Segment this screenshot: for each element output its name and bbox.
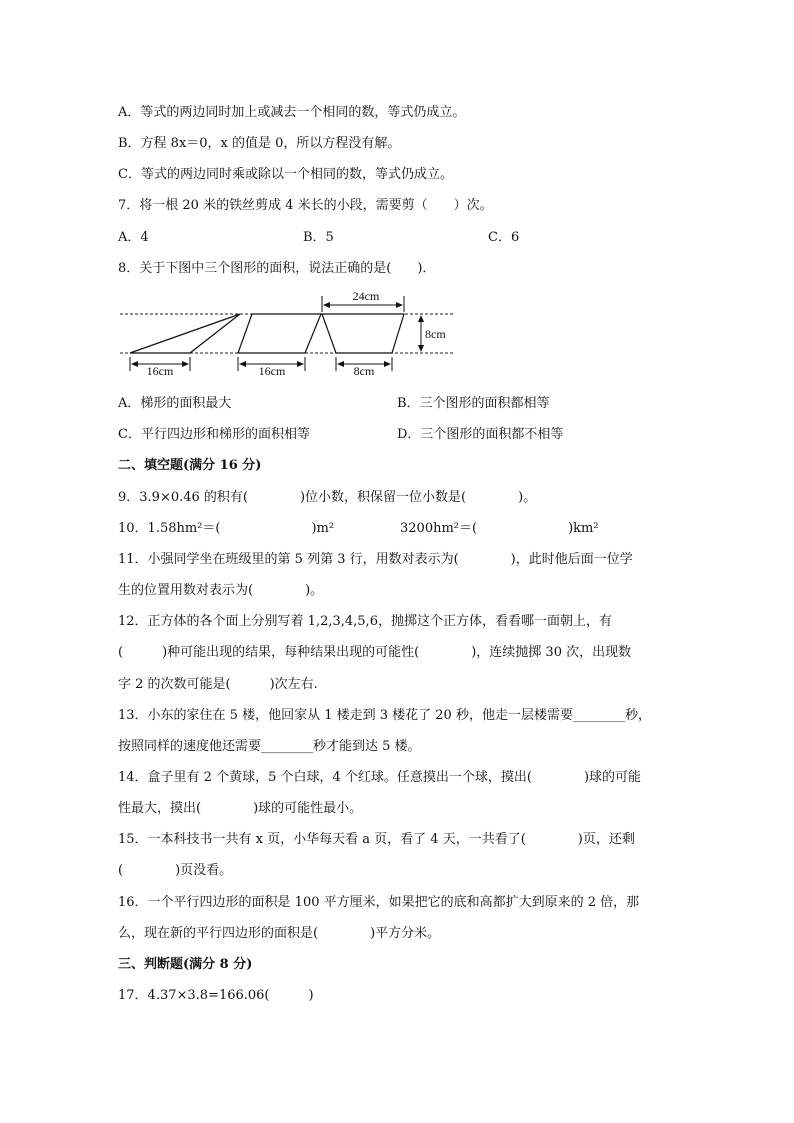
- triangle-shape: [130, 314, 240, 353]
- q15-line1: 15．一本科技书一共有 x 页，小华每天看 a 页，看了 4 天，一共看了( )页，还剩: [118, 832, 635, 847]
- q13-line1: 13．小东的家住在 5 楼，他回家从 1 楼走到 3 楼花了 20 秒，他走一层楼需要________秒，: [118, 708, 651, 723]
- q17: 17．4.37×3.8=166.06( ): [118, 988, 314, 1003]
- q16-line1: 16．一个平行四边形的面积是 100 平方厘米，如果把它的底和高都扩大到原来的 2 倍，那: [118, 895, 640, 910]
- q12-line1: 12．正方体的各个面上分别写着 1,2,3,4,5,6，抛掷这个正方体，看看哪一面朝上，有: [118, 614, 612, 629]
- q9: 9．3.9×0.46 的积有( )位小数，积保留一位小数是( )。: [118, 490, 537, 505]
- q6-option-b: B．方程 8x＝0，x 的值是 0，所以方程没有解。: [118, 136, 401, 151]
- trapezoid-bottom-label: 8cm: [353, 364, 375, 378]
- q11-line1: 11．小强同学坐在班级里的第 5 列第 3 行，用数对表示为( )，此时他后面一位学: [118, 552, 633, 567]
- q8-stem: 8．关于下图中三个图形的面积，说法正确的是( )．: [118, 261, 436, 276]
- q7-option-c: C．6: [488, 230, 520, 245]
- q14-line1: 14．盒子里有 2 个黄球，5 个白球，4 个红球。任意摸出一个球，摸出( )球的可能: [118, 770, 642, 785]
- parallelogram-shape: [238, 314, 321, 353]
- trapezoid-shape: [322, 314, 404, 353]
- q13-line2: 按照同样的速度他还需要________秒才能到达 5 楼。: [118, 739, 421, 754]
- q12-line2: ( )种可能出现的结果，每种结果出现的可能性( )，连续抛掷 30 次，出现数: [118, 645, 632, 660]
- q8-option-c: C．平行四边形和梯形的面积相等: [118, 427, 310, 442]
- q8-option-d: D．三个图形的面积都不相等: [397, 427, 564, 442]
- q15-line2: ( )页没看。: [118, 863, 233, 878]
- q7-option-b: B．5: [303, 230, 334, 245]
- q12-line3: 字 2 的次数可能是( )次左右.: [118, 677, 318, 692]
- trapezoid-top-label: 24cm: [352, 289, 380, 303]
- q7-option-a: A．4: [118, 230, 149, 245]
- q6-option-c: C．等式的两边同时乘或除以一个相同的数，等式仍成立。: [118, 167, 453, 182]
- q8-option-b: B．三个图形的面积都相等: [397, 396, 550, 411]
- q10-part2: 3200hm²＝( )km²: [400, 521, 599, 536]
- parallelogram-base-label: 16cm: [258, 364, 286, 378]
- height-label: 8cm: [425, 327, 446, 341]
- q8-figure: [118, 286, 463, 378]
- q11-line2: 生的位置用数对表示为( )。: [118, 583, 324, 598]
- q7-stem: 7．将一根 20 米的铁丝剪成 4 米长的小段，需要剪（ ）次。: [118, 198, 493, 213]
- triangle-base-label: 16cm: [146, 364, 174, 378]
- section-3-title: 三、判断题(满分 8 分): [118, 957, 253, 972]
- q8-option-a: A．梯形的面积最大: [118, 396, 232, 411]
- section-2-title: 二、填空题(满分 16 分): [118, 458, 262, 473]
- q16-line2: 么，现在新的平行四边形的面积是( )平方分米。: [118, 926, 441, 941]
- q6-option-a: A．等式的两边同时加上或减去一个相同的数，等式仍成立。: [118, 105, 466, 120]
- q10-part1: 10．1.58hm²＝( )m²: [118, 521, 335, 536]
- q14-line2: 性最大，摸出( )球的可能性最小。: [118, 801, 363, 816]
